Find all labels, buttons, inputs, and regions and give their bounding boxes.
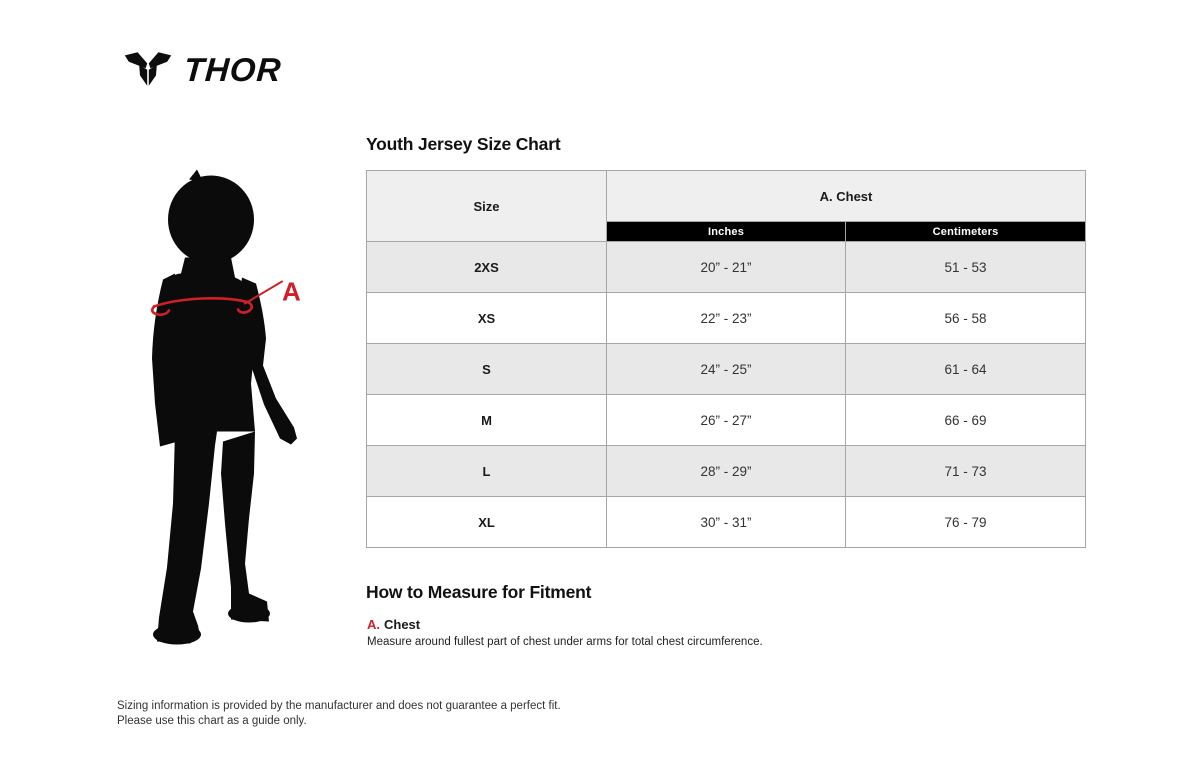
table-row [367, 293, 1086, 344]
centimeters-cell: 76 - 79 [846, 497, 1086, 548]
inches-subheader: Inches [607, 222, 846, 242]
size-cell: XS [367, 293, 607, 344]
table-row [367, 242, 1086, 293]
measure-description: Measure around fullest part of chest under arms for total chest circumference. [367, 636, 763, 648]
size-column-header: Size [367, 171, 607, 242]
inches-cell: 22” - 23” [607, 293, 846, 344]
centimeters-cell: 71 - 73 [846, 446, 1086, 497]
centimeters-cell: 51 - 53 [846, 242, 1086, 293]
inches-cell: 24” - 25” [607, 344, 846, 395]
disclaimer-line-2: Please use this chart as a guide only. [117, 714, 307, 727]
measure-heading: How to Measure for Fitment [366, 582, 592, 602]
size-cell: 2XS [367, 242, 607, 293]
child-silhouette [145, 165, 305, 662]
table-row [367, 497, 1086, 548]
page-title: Youth Jersey Size Chart [366, 134, 561, 154]
inches-cell: 30” - 31” [607, 497, 846, 548]
table-row [367, 395, 1086, 446]
size-cell: M [367, 395, 607, 446]
disclaimer-line-1: Sizing information is provided by the manufacturer and does not guarantee a perfect fit. [117, 700, 561, 712]
centimeters-cell: 61 - 64 [846, 344, 1086, 395]
table-row [367, 344, 1086, 395]
sizing-disclaimer [117, 699, 561, 728]
size-cell: S [367, 344, 607, 395]
size-chart-table [366, 170, 1086, 548]
thor-horns-icon [124, 46, 172, 92]
brand-logo [124, 46, 282, 92]
measure-name: Chest [384, 617, 421, 632]
measurement-figure [145, 165, 305, 662]
table-row [367, 446, 1086, 497]
chest-label: A [282, 276, 301, 307]
chest-group-header: A. Chest [607, 171, 1086, 222]
measure-letter: A. [367, 617, 380, 632]
centimeters-cell: 56 - 58 [846, 293, 1086, 344]
size-cell: XL [367, 497, 607, 548]
measure-item-chest [367, 617, 420, 632]
inches-cell: 26” - 27” [607, 395, 846, 446]
inches-cell: 20” - 21” [607, 242, 846, 293]
size-cell: L [367, 446, 607, 497]
brand-name: THOR [182, 50, 283, 88]
centimeters-subheader: Centimeters [846, 222, 1086, 242]
inches-cell: 28” - 29” [607, 446, 846, 497]
centimeters-cell: 66 - 69 [846, 395, 1086, 446]
